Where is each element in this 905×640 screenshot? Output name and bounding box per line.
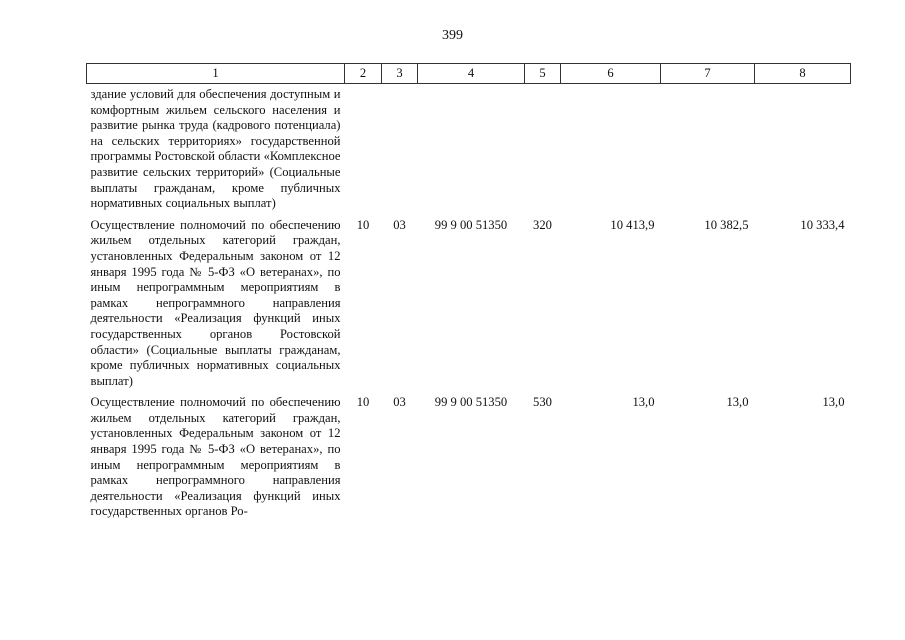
table-row: [87, 84, 851, 212]
amount-col-6: 13,0: [632, 395, 655, 410]
subsection-code: 03: [393, 395, 406, 410]
column-header: 6: [561, 64, 661, 84]
column-header: 1: [87, 64, 345, 84]
target-article-code: [418, 84, 525, 212]
column-header: 4: [418, 64, 525, 84]
table-row: [87, 389, 851, 520]
column-header: 8: [755, 64, 851, 84]
section-code: 10: [356, 217, 370, 232]
section-code: 10: [356, 395, 370, 410]
amount-col-6: 10 413,9: [610, 217, 655, 232]
row-description: здание условий для обеспечения доступным и комфортным жильем сельского населения и развитие рынка труда (кадрового потенциала) на сельских территориях» государственной программы Ростовской области «Комплексное развитие сельских территорий» (Социальные выплаты гражданам, кроме публичных нормативных социальных выплат): [90, 87, 341, 211]
table-row: [87, 212, 851, 390]
amount-col-8: 10 333,4: [800, 217, 845, 232]
column-header: 2: [345, 64, 382, 84]
target-article-code: 99 9 00 51350: [434, 395, 508, 410]
table-header-row: [87, 64, 851, 84]
amount-col-7: 10 382,5: [704, 217, 749, 232]
budget-table: [86, 63, 851, 520]
amount-col-6: [561, 84, 661, 212]
expense-type-code: 530: [533, 395, 552, 410]
amount-col-8: 13,0: [822, 395, 845, 410]
amount-col-7: 13,0: [726, 395, 749, 410]
expense-type-code: [525, 84, 561, 212]
column-header: 7: [661, 64, 755, 84]
subsection-code: [382, 84, 418, 212]
page-number: 399: [442, 28, 463, 43]
section-code: [345, 84, 382, 212]
subsection-code: 03: [393, 217, 406, 232]
row-description: Осуществление полномочий по обеспечению жильем отдельных категорий граждан, установленных Федеральным законом от 12 января 1995 года № 5-ФЗ «О ветеранах», по иным непрограммным мероприятиям в рамках непрограммного направления деятельности «Реализация функций иных государственных органов Ро-: [90, 395, 341, 519]
row-description: Осуществление полномочий по обеспечению жильем отдельных категорий граждан, установленных Федеральным законом от 12 января 1995 года № 5-ФЗ «О ветеранах», по иным непрограммным мероприятиям в рамках непрограммного направления деятельности «Реализация функций иных государственных органов Ростовской области» (Социальные выплаты гражданам, кроме публичных нормативных социальных выплат): [90, 217, 341, 388]
target-article-code: 99 9 00 51350: [434, 217, 508, 232]
column-header: 5: [525, 64, 561, 84]
expense-type-code: 320: [533, 217, 552, 232]
column-header: 3: [382, 64, 418, 84]
amount-col-8: [755, 84, 851, 212]
amount-col-7: [661, 84, 755, 212]
